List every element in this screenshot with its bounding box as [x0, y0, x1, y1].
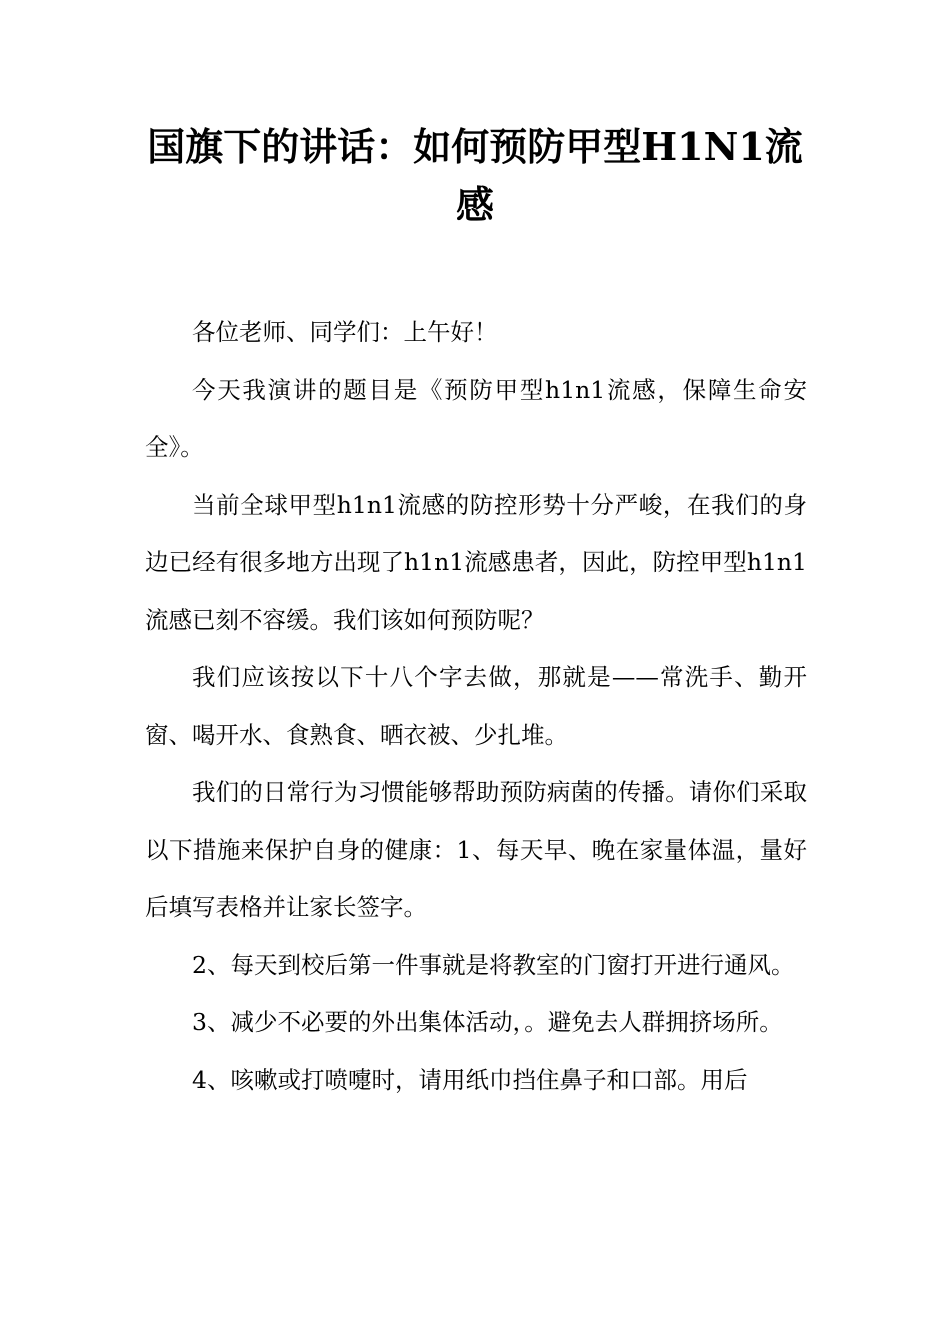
paragraph-measure-4: 4、咳嗽或打喷嚏时，请用纸巾挡住鼻子和口部。用后	[192, 1065, 748, 1094]
paragraph-measures-1: 我们的日常行为习惯能够帮助预防病菌的传播。请你们采取以下措施来保护自身的健康：1、每天早、晚在家量体温，量好后填写表格并让家长签字。	[145, 778, 807, 921]
paragraph-measure-2: 2、每天到校后第一件事就是将教室的门窗打开进行通风。	[192, 950, 795, 979]
paragraph-situation: 当前全球甲型h1n1流感的防控形势十分严峻，在我们的身边已经有很多地方出现了h1n1流感患者，因此，防控甲型h1n1流感已刻不容缓。我们该如何预防呢？	[145, 490, 807, 634]
paragraph-eighteen-characters: 我们应该按以下十八个字去做，那就是——常洗手、勤开窗、喝开水、食熟食、晒衣被、少扎堆。	[145, 663, 807, 749]
paragraph-topic: 今天我演讲的题目是《预防甲型h1n1流感，保障生命安全》。	[145, 375, 807, 461]
document-body	[145, 304, 807, 1109]
document-title: 国旗下的讲话：如何预防甲型H1N1流感	[147, 124, 803, 227]
paragraph-greeting: 各位老师、同学们：上午好！	[192, 318, 498, 346]
paragraph-measure-3: 3、减少不必要的外出集体活动，。避免去人群拥挤场所。	[192, 1008, 783, 1036]
